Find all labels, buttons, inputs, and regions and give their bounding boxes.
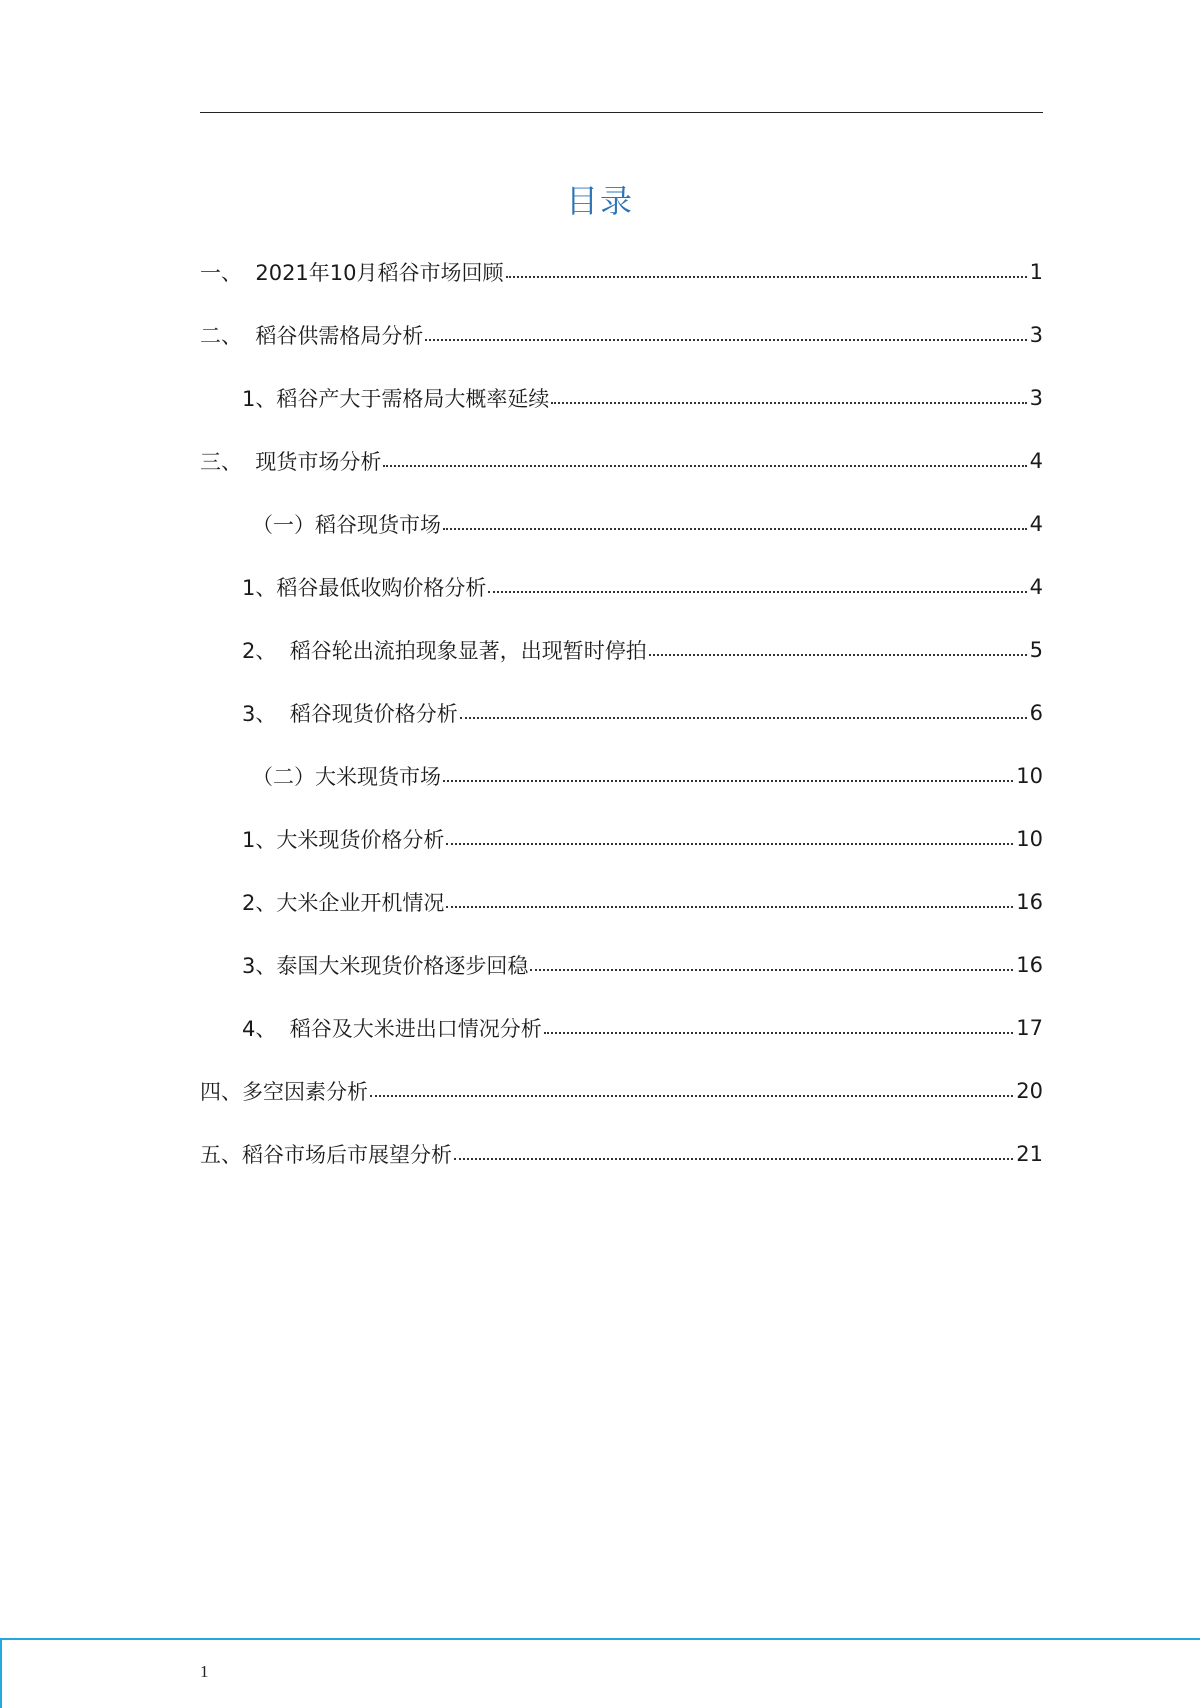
footer-page-number: 1 bbox=[200, 1662, 209, 1681]
toc-leader-dots bbox=[446, 906, 1013, 908]
toc-leader-dots bbox=[370, 1095, 1013, 1097]
toc-entry-page: 3 bbox=[1029, 322, 1043, 347]
toc-entry[interactable] bbox=[200, 807, 1043, 870]
toc-list bbox=[200, 240, 1043, 1185]
toc-entry-label: 二、 稻谷供需格局分析 bbox=[200, 323, 424, 348]
toc-entry-label: 一、 2021年10月稻谷市场回顾 bbox=[200, 260, 504, 285]
toc-leader-dots bbox=[425, 339, 1026, 341]
toc-entry[interactable] bbox=[200, 996, 1043, 1059]
toc-entry[interactable] bbox=[200, 1059, 1043, 1122]
toc-leader-dots bbox=[530, 969, 1013, 971]
toc-entry-label: 3、 稻谷现货价格分析 bbox=[242, 701, 458, 726]
toc-leader-dots bbox=[443, 528, 1027, 530]
toc-entry[interactable] bbox=[200, 240, 1043, 303]
toc-entry-label: 三、 现货市场分析 bbox=[200, 449, 382, 474]
toc-entry-page: 1 bbox=[1029, 259, 1043, 284]
toc-entry-page: 16 bbox=[1016, 952, 1043, 977]
toc-entry-label: 四、多空因素分析 bbox=[200, 1079, 368, 1104]
toc-entry-page: 3 bbox=[1029, 385, 1043, 410]
toc-leader-dots bbox=[454, 1158, 1013, 1160]
toc-entry[interactable] bbox=[200, 366, 1043, 429]
toc-entry-page: 4 bbox=[1029, 448, 1043, 473]
toc-entry-label: 1、稻谷最低收购价格分析 bbox=[242, 575, 487, 600]
toc-entry[interactable] bbox=[200, 933, 1043, 996]
toc-entry[interactable] bbox=[200, 429, 1043, 492]
toc-entry-label: （一）稻谷现货市场 bbox=[252, 512, 441, 537]
toc-leader-dots bbox=[551, 402, 1026, 404]
toc-leader-dots bbox=[446, 843, 1013, 845]
toc-entry-page: 20 bbox=[1016, 1078, 1043, 1103]
toc-entry[interactable] bbox=[200, 618, 1043, 681]
toc-entry[interactable] bbox=[200, 1122, 1043, 1185]
toc-entry-label: （二）大米现货市场 bbox=[252, 764, 441, 789]
toc-entry-label: 1、大米现货价格分析 bbox=[242, 827, 445, 852]
toc-leader-dots bbox=[383, 465, 1026, 467]
toc-leader-dots bbox=[506, 276, 1027, 278]
toc-entry-page: 4 bbox=[1029, 511, 1043, 536]
toc-entry-page: 16 bbox=[1016, 889, 1043, 914]
toc-entry[interactable] bbox=[200, 555, 1043, 618]
toc-leader-dots bbox=[443, 780, 1013, 782]
toc-entry[interactable] bbox=[200, 492, 1043, 555]
toc-leader-dots bbox=[460, 717, 1027, 719]
toc-entry-label: 1、稻谷产大于需格局大概率延续 bbox=[242, 386, 550, 411]
toc-entry-label: 3、泰国大米现货价格逐步回稳 bbox=[242, 953, 529, 978]
toc-leader-dots bbox=[649, 654, 1027, 656]
toc-entry-page: 10 bbox=[1016, 826, 1043, 851]
toc-entry-page: 4 bbox=[1029, 574, 1043, 599]
toc-entry-label: 4、 稻谷及大米进出口情况分析 bbox=[242, 1016, 542, 1041]
toc-entry-label: 2、大米企业开机情况 bbox=[242, 890, 445, 915]
toc-leader-dots bbox=[544, 1032, 1014, 1034]
toc-entry-label: 五、稻谷市场后市展望分析 bbox=[200, 1142, 452, 1167]
toc-entry-page: 21 bbox=[1016, 1141, 1043, 1166]
toc-entry-page: 17 bbox=[1016, 1015, 1043, 1040]
toc-entry[interactable] bbox=[200, 744, 1043, 807]
toc-title: 目录 bbox=[565, 182, 634, 220]
toc-entry[interactable] bbox=[200, 870, 1043, 933]
toc-entry-label: 2、 稻谷轮出流拍现象显著，出现暂时停拍 bbox=[242, 638, 647, 663]
toc-entry-page: 5 bbox=[1029, 637, 1043, 662]
toc-entry[interactable] bbox=[200, 303, 1043, 366]
toc-entry[interactable] bbox=[200, 681, 1043, 744]
toc-entry-page: 6 bbox=[1029, 700, 1043, 725]
toc-leader-dots bbox=[488, 591, 1026, 593]
toc-entry-page: 10 bbox=[1016, 763, 1043, 788]
header-rule bbox=[200, 112, 1043, 113]
